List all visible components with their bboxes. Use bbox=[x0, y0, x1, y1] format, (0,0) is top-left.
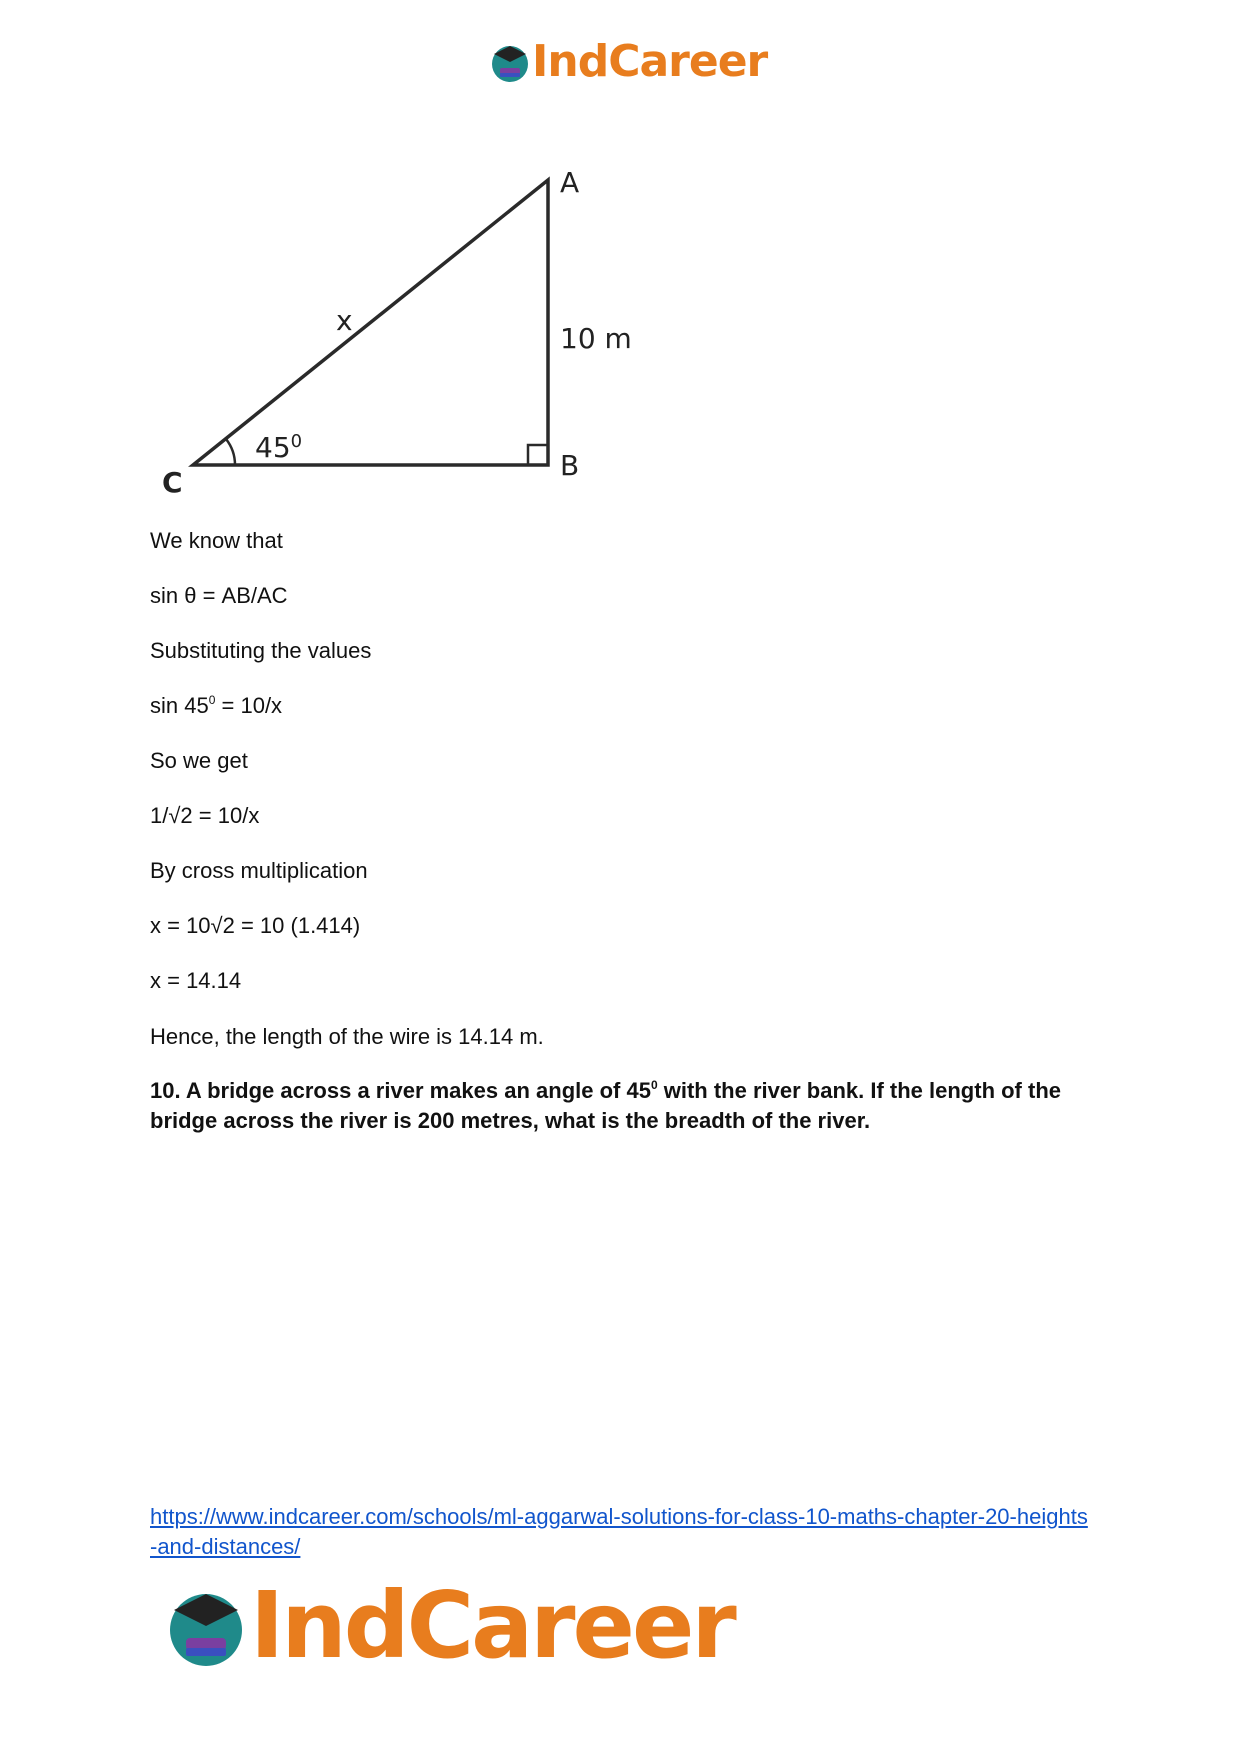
solution-line-6: 1/√2 = 10/x bbox=[150, 803, 260, 828]
solution-conclusion: Hence, the length of the wire is 14.14 m. bbox=[150, 1024, 544, 1049]
source-link[interactable]: https://www.indcareer.com/schools/ml-aggarwal-solutions-for-class-10-maths-chapter-20-heights-and-distances/ bbox=[150, 1504, 1088, 1559]
solution-line-3: Substituting the values bbox=[150, 638, 372, 663]
solution-line-2: sin θ = AB/AC bbox=[150, 583, 288, 608]
solution-line-1: We know that bbox=[150, 528, 283, 553]
solution-line-9: x = 14.14 bbox=[150, 968, 242, 993]
vertex-a-label: A bbox=[560, 166, 580, 199]
triangle-diagram bbox=[150, 160, 650, 500]
angle-arc bbox=[226, 439, 235, 465]
graduation-cap-icon bbox=[162, 1582, 250, 1670]
logo-wordmark: IndCareer bbox=[250, 1572, 734, 1679]
solution-line-7: By cross multiplication bbox=[150, 858, 368, 883]
solution-line-4: $\sin 45^0 = 10/x$ bbox=[150, 693, 283, 718]
solution-line-5: So we get bbox=[150, 748, 248, 773]
header-logo bbox=[488, 36, 768, 87]
angle-label: $45^0$ bbox=[255, 431, 303, 464]
solution-line-8: x = 10√2 = 10 (1.414) bbox=[150, 913, 361, 938]
vertex-b-label: B bbox=[560, 449, 580, 482]
vertex-c-label: C bbox=[162, 466, 183, 499]
graduation-cap-icon bbox=[488, 40, 532, 84]
question-10: 10. A bridge across a river makes an angle of $45^0$ with the river bank. If the length of the bridge across the river is 200 metres, what is the breadth of the river. bbox=[150, 1078, 1061, 1133]
footer-logo bbox=[162, 1572, 734, 1679]
logo-wordmark: IndCareer bbox=[532, 36, 768, 87]
right-angle-marker bbox=[528, 445, 548, 465]
triangle-shape bbox=[193, 180, 548, 465]
hypotenuse-label: x bbox=[336, 304, 353, 337]
side-ab-label: 10 m bbox=[560, 322, 632, 355]
